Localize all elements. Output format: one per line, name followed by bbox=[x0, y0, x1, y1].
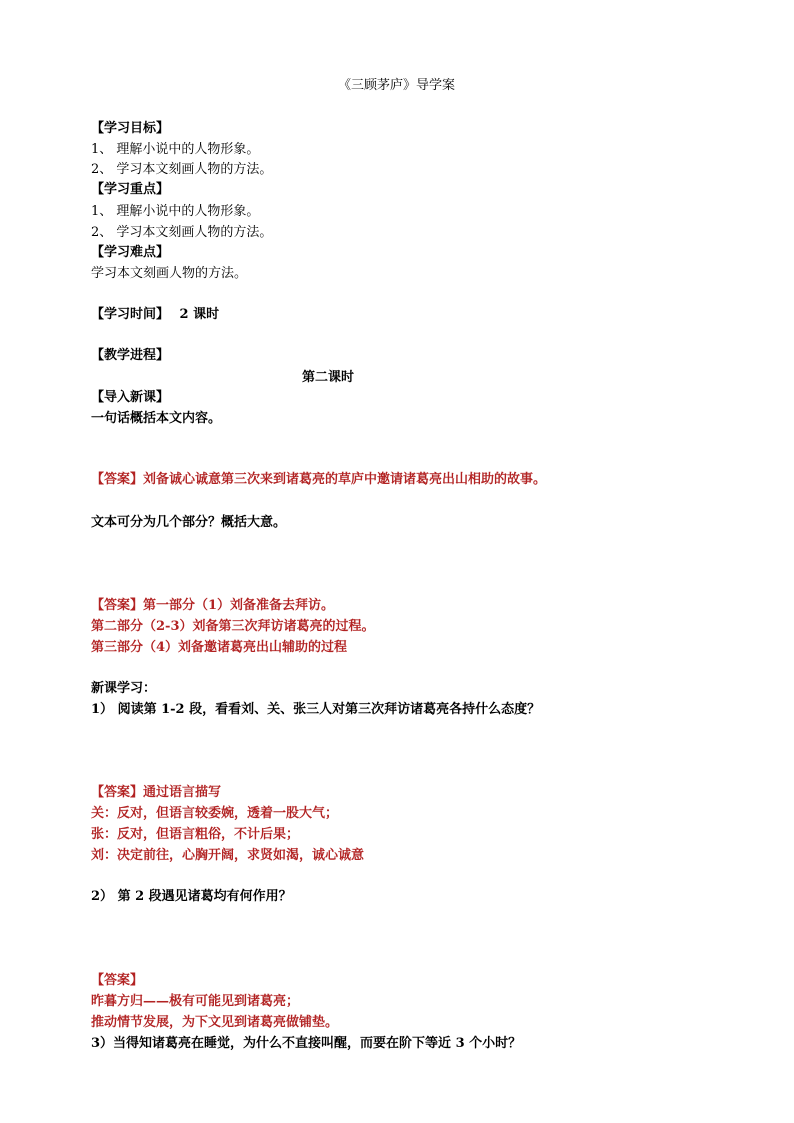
parts-answer-line-3: 第三部分（4）刘备邀诸葛亮出山辅助的过程 bbox=[91, 640, 348, 655]
answer-1-line-3: 张：反对，但语言粗俗，不计后果； bbox=[91, 827, 300, 842]
answer-2-line-1: 【答案】 bbox=[91, 973, 144, 988]
difficulty-heading: 【学习难点】 bbox=[91, 245, 170, 260]
time-value: 2 课时 bbox=[179, 307, 220, 322]
process-heading: 【教学进程】 bbox=[91, 348, 170, 363]
intro-question: 一句话概括本文内容。 bbox=[91, 411, 222, 426]
intro-heading: 【导入新课】 bbox=[91, 390, 170, 405]
objective-item-2: 2、 学习本文刻画人物的方法。 bbox=[91, 162, 273, 177]
answer-2-line-3: 推动情节发展，为下文见到诸葛亮做铺垫。 bbox=[91, 1015, 339, 1030]
answer-1-line-1: 【答案】通过语言描写 bbox=[91, 785, 222, 800]
question-2: 2） 第 2 段遇见诸葛均有何作用？ bbox=[91, 889, 292, 904]
lesson-label: 第二课时 bbox=[302, 370, 355, 385]
time-label: 【学习时间】 bbox=[91, 307, 170, 322]
answer-1-line-4: 刘：决定前往，心胸开阔，求贤如渴，诚心诚意 bbox=[91, 848, 365, 863]
question-3: 3）当得知诸葛亮在睡觉，为什么不直接叫醒，而要在阶下等近 3 个小时？ bbox=[91, 1036, 522, 1051]
parts-answer-line-2: 第二部分（2-3）刘备第三次拜访诸葛亮的过程。 bbox=[91, 619, 375, 634]
answer-1-line-2: 关：反对，但语言较委婉，透着一股大气； bbox=[91, 806, 339, 821]
time-row bbox=[91, 306, 219, 324]
key-point-item-2: 2、 学习本文刻画人物的方法。 bbox=[91, 225, 273, 240]
key-point-item-1: 1、 理解小说中的人物形象。 bbox=[91, 204, 260, 219]
parts-answer-line-1: 【答案】第一部分（1）刘备准备去拜访。 bbox=[91, 598, 335, 613]
page-title: 《三顾茅庐》导学案 bbox=[338, 78, 456, 93]
question-1: 1） 阅读第 1-2 段，看看刘、关、张三人对第三次拜访诸葛亮各持什么态度？ bbox=[91, 702, 541, 717]
intro-answer: 【答案】刘备诚心诚意第三次来到诸葛亮的草庐中邀请诸葛亮出山相助的故事。 bbox=[91, 472, 547, 487]
parts-question: 文本可分为几个部分？概括大意。 bbox=[91, 515, 287, 530]
answer-2-line-2: 昨暮方归——极有可能见到诸葛亮； bbox=[91, 994, 300, 1009]
objective-item-1: 1、 理解小说中的人物形象。 bbox=[91, 142, 260, 157]
objectives-heading: 【学习目标】 bbox=[91, 121, 170, 136]
new-lesson-heading: 新课学习： bbox=[91, 681, 157, 696]
key-points-heading: 【学习重点】 bbox=[91, 182, 170, 197]
difficulty-text: 学习本文刻画人物的方法。 bbox=[91, 266, 248, 281]
